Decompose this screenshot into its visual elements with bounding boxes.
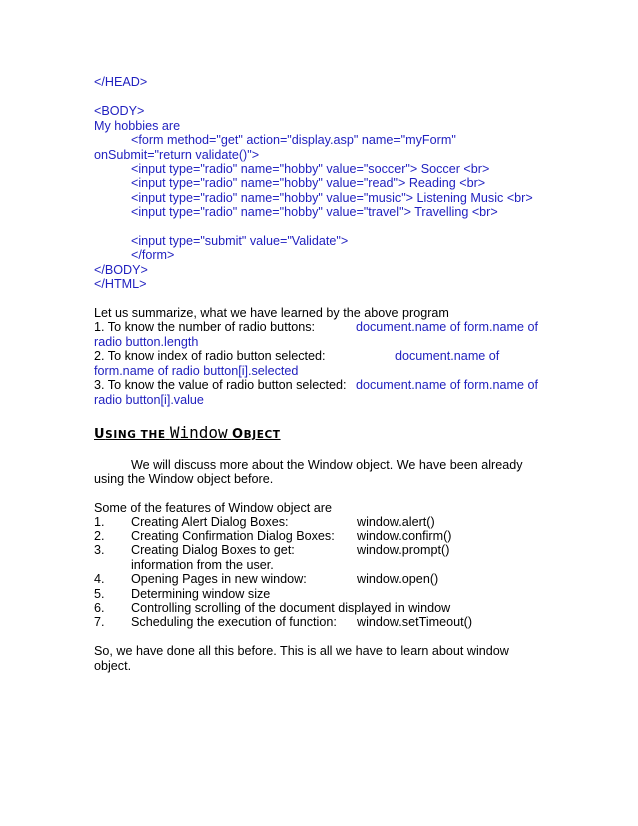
code-line: <input type="submit" value="Validate"> xyxy=(131,234,349,248)
list-item-text: Creating Alert Dialog Boxes: xyxy=(131,515,289,529)
summary-item-code: document.name of xyxy=(395,349,500,363)
features-intro: Some of the features of Window object are xyxy=(94,501,333,515)
code-line: <input type="radio" name="hobby" value="soccer"> Soccer <br> xyxy=(131,162,490,176)
list-item-number: 1. xyxy=(94,515,105,529)
code-line: <input type="radio" name="hobby" value="travel"> Travelling <br> xyxy=(131,205,498,219)
code-line: <input type="radio" name="hobby" value="music"> Listening Music <br> xyxy=(131,191,533,205)
code-line: <form method="get" action="display.asp" name="myForm" xyxy=(131,133,456,147)
code-line: My hobbies are xyxy=(94,119,181,133)
summary-intro: Let us summarize, what we have learned by the above program xyxy=(94,306,449,320)
list-item-number: 2. xyxy=(94,529,105,543)
code-line: onSubmit="return validate()"> xyxy=(94,148,260,162)
heading-initial: O xyxy=(231,427,244,442)
code-line: </BODY> xyxy=(94,263,148,277)
list-item-number: 5. xyxy=(94,587,105,601)
list-item-number: 3. xyxy=(94,543,105,557)
summary-item-code: document.name of form.name of xyxy=(356,320,539,334)
list-item-code: window.setTimeout() xyxy=(357,615,473,629)
summary-item-code: radio button.length xyxy=(94,335,199,349)
code-line: <input type="radio" name="hobby" value="read"> Reading <br> xyxy=(131,176,486,190)
heading-text: BJECT xyxy=(243,429,281,441)
heading-text: SING THE xyxy=(105,429,166,441)
code-line: </HTML> xyxy=(94,277,147,291)
summary-item-text: 1. To know the number of radio buttons: xyxy=(94,320,315,334)
summary-item-code: document.name of form.name of xyxy=(356,378,539,392)
list-item-number: 6. xyxy=(94,601,105,615)
heading-initial: U xyxy=(94,427,106,442)
code-line: <BODY> xyxy=(94,104,145,118)
list-item-text: Creating Dialog Boxes to get: xyxy=(131,543,295,557)
list-item-text: Determining window size xyxy=(131,587,271,601)
heading-code: Window xyxy=(169,423,228,442)
list-item-text: Scheduling the execution of function: xyxy=(131,615,337,629)
code-line: </form> xyxy=(131,248,175,262)
list-item-code: window.alert() xyxy=(357,515,435,529)
list-item-text: Controlling scrolling of the document displayed in window xyxy=(131,601,451,615)
list-item-text: Creating Confirmation Dialog Boxes: xyxy=(131,529,335,543)
summary-item-text: 3. To know the value of radio button selected: xyxy=(94,378,347,392)
list-item-number: 4. xyxy=(94,572,105,586)
section-heading xyxy=(94,424,281,444)
summary-item-code: form.name of radio button[i].selected xyxy=(94,364,299,378)
list-item-code: window.prompt() xyxy=(357,543,450,557)
summary-item-text: 2. To know index of radio button selected: xyxy=(94,349,326,363)
list-item-number: 7. xyxy=(94,615,105,629)
summary-item-code: radio button[i].value xyxy=(94,393,204,407)
list-item-text: Opening Pages in new window: xyxy=(131,572,307,586)
closing-line: So, we have done all this before. This is all we have to learn about window xyxy=(94,644,509,658)
paragraph-line: using the Window object before. xyxy=(94,472,274,486)
closing-line: object. xyxy=(94,659,132,673)
code-line: </HEAD> xyxy=(94,75,148,89)
paragraph-line: We will discuss more about the Window object. We have been already xyxy=(131,458,523,472)
list-item-code: window.confirm() xyxy=(357,529,452,543)
list-item-code: window.open() xyxy=(357,572,439,586)
list-item-text-continued: information from the user. xyxy=(131,558,274,572)
